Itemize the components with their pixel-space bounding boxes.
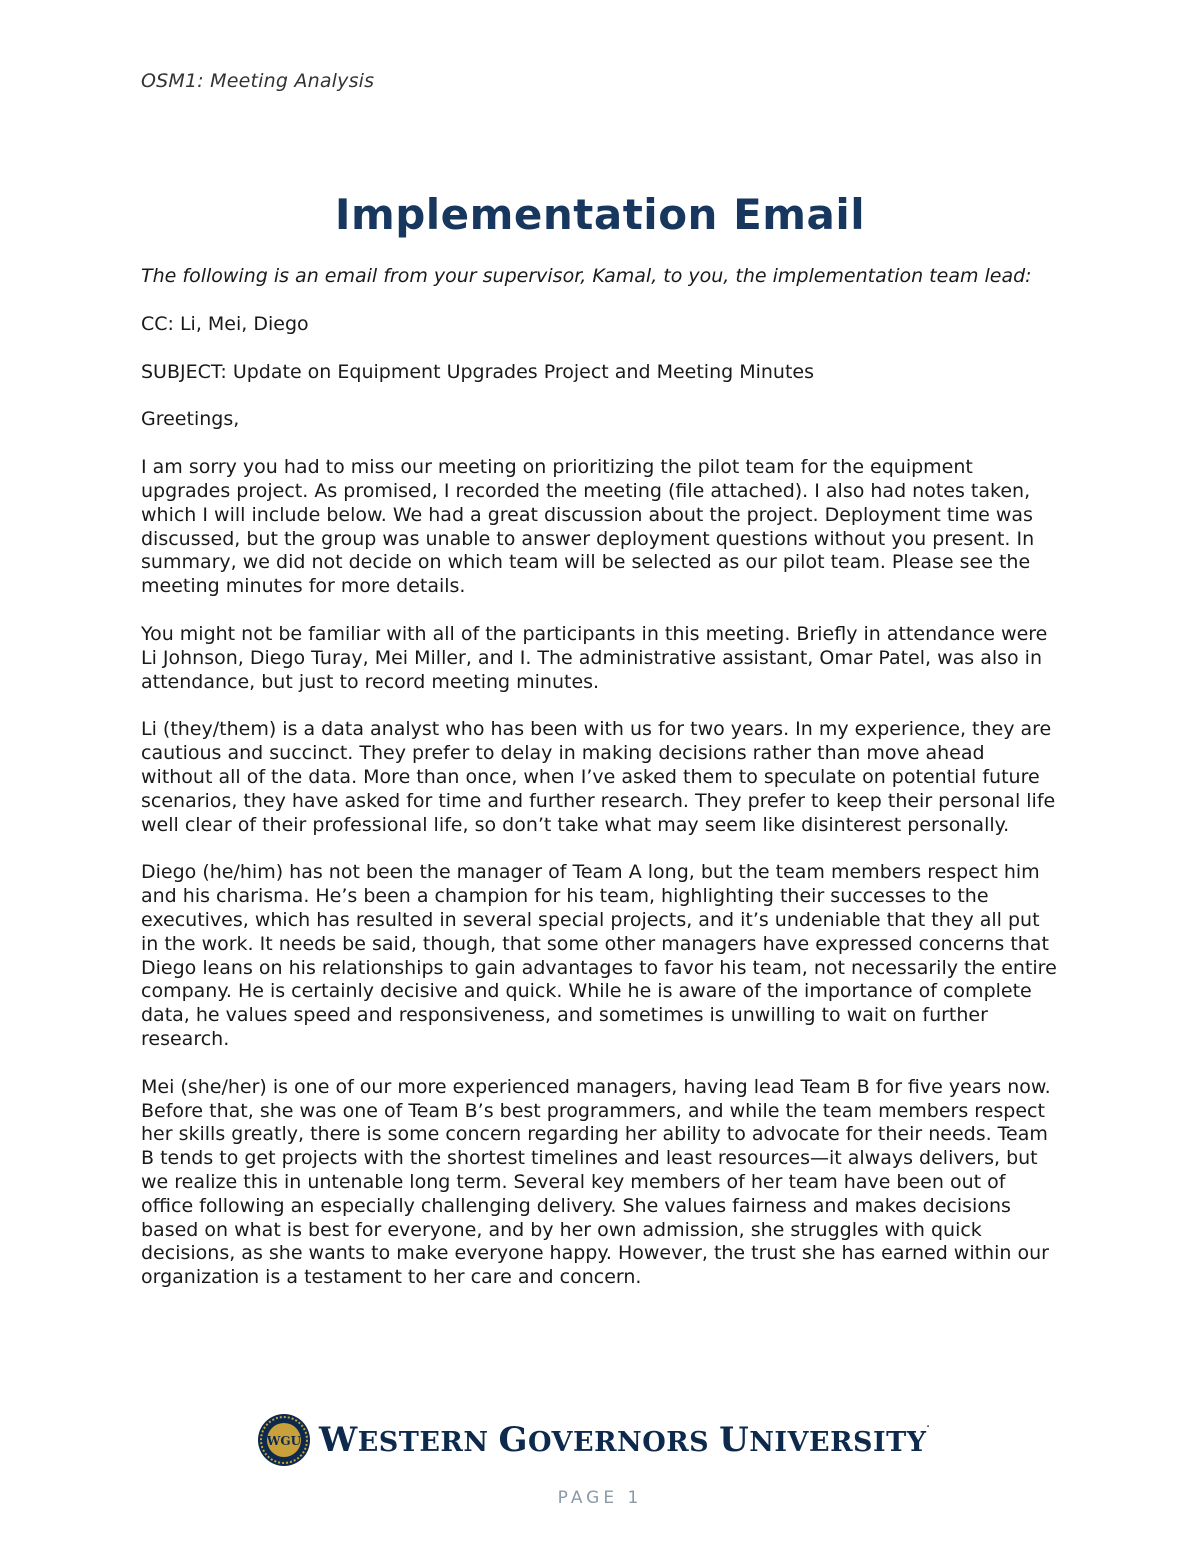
email-body	[141, 265, 1061, 1314]
paragraph-summary: I am sorry you had to miss our meeting on prioritizing the pilot team for the equipment upgrades project. As promised, I recorded the meeting (file attached). I also had notes taken, which I will include below. We had a great discussion about the project. Deployment time was discussed, but the group was unable to answer deployment questions without you present. In summary, we did not decide on which team will be selected as our pilot team. Please see the meeting minutes for more details.	[141, 456, 1035, 598]
paragraph-attendance: You might not be familiar with all of the participants in this meeting. Briefly in attendance were Li Johnson, Diego Turay, Mei Miller, and I. The administrative assistant, Omar Patel, was also in attendance, but just to record meeting minutes.	[141, 622, 1048, 693]
paragraph-li: Li (they/them) is a data analyst who has been with us for two years. In my experience, they are cautious and succinct. They prefer to delay in making decisions rather than move ahead without all of the data. More than once, when I’ve asked them to speculate on potential future scenarios, they have asked for time and further research. They prefer to keep their personal life well clear of their professional life, so don’t take what may seem like disinterest personally.	[141, 718, 1056, 836]
page-title: Implementation Email	[334, 190, 866, 239]
university-seal-icon	[257, 1413, 311, 1467]
cc-line: CC: Li, Mei, Diego	[141, 312, 309, 335]
wgu-logo	[257, 1410, 930, 1470]
paragraph-mei: Mei (she/her) is one of our more experienced managers, having lead Team B for five years now. Before that, she was one of Team B’s best programmers, and while the team members respect her skills greatly, there is some concern regarding her ability to advocate for their needs. Team B tends to get projects with the shortest timelines and least resources—it always delivers, but we realize this in untenable long term. Several key members of her team have been out of office following an especially challenging delivery. She values fairness and makes decisions based on what is best for everyone, and by her own admission, she struggles with quick decisions, as she wants to make everyone happy. However, the trust she has earned within our organization is a testament to her care and concern.	[141, 1075, 1051, 1289]
greeting: Greetings,	[141, 408, 240, 431]
seal-text: WGU	[266, 1434, 302, 1448]
paragraph-diego: Diego (he/him) has not been the manager of Team A long, but the team members respect him and his charisma. He’s been a champion for his team, highlighting their successes to the executives, which has resulted in several special projects, and it’s undeniable that they all put in the work. It needs be said, though, that some other managers have expressed concerns that Diego leans on his relationships to gain advantages to favor his team, not necessarily the entire company. He is certainly decisive and quick. While he is aware of the importance of complete data, he values speed and responsiveness, and sometimes is unwilling to wait on further research.	[141, 861, 1057, 1050]
page-number: PAGE 1	[557, 1488, 643, 1508]
course-header: OSM1: Meeting Analysis	[141, 70, 375, 92]
subject-line: SUBJECT: Update on Equipment Upgrades Project and Meeting Minutes	[141, 360, 815, 383]
intro-text: The following is an email from your supervisor, Kamal, to you, the implementation team lead:	[141, 265, 1032, 287]
university-wordmark: WESTERN GOVERNORS UNIVERSITY.	[319, 1420, 931, 1460]
